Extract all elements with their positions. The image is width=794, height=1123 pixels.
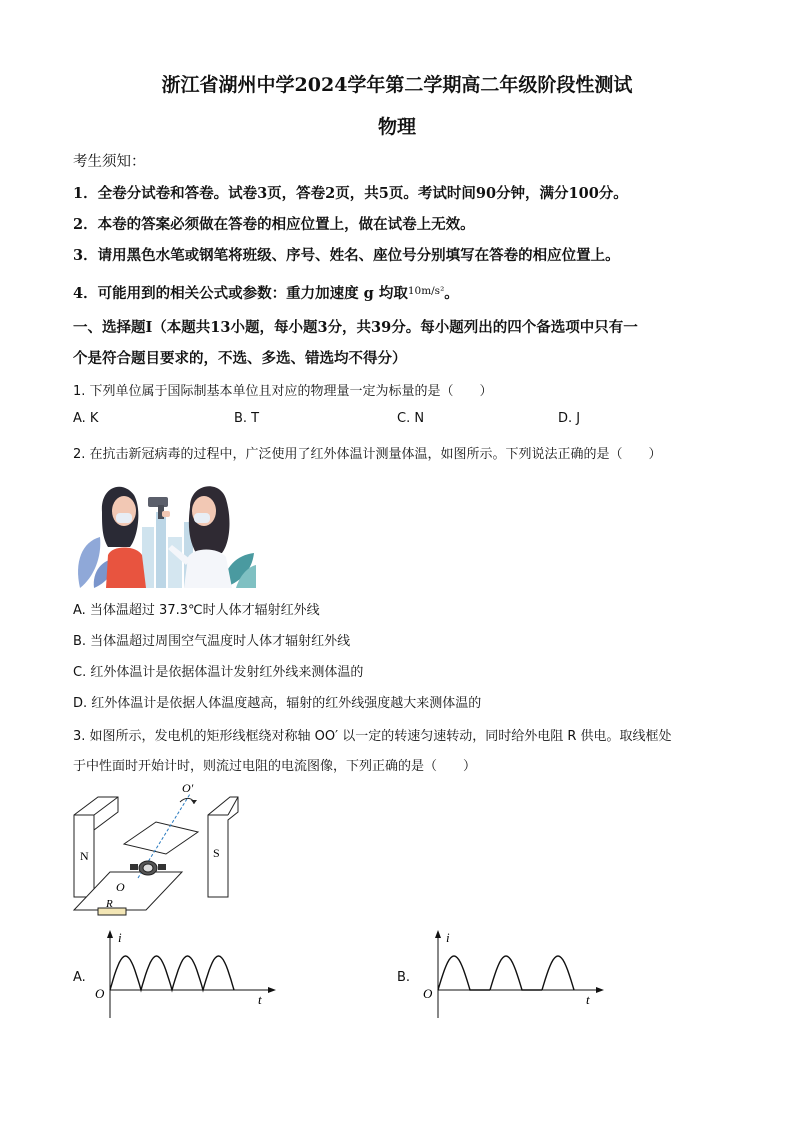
graph-b-t-label: t: [586, 992, 590, 1007]
subject-title: 物理: [377, 116, 416, 138]
graph-b-i-label: i: [446, 930, 450, 945]
graph-a-i-label: i: [118, 930, 122, 945]
q1-option-b: B. T: [234, 411, 260, 426]
section-line-1: 一、选择题Ⅰ（本题共13小题，每小题3分，共39分。每小题列出的四个备选项中只有一: [73, 319, 638, 336]
magnet-s-label: S: [213, 846, 220, 860]
q3-stem-line-2: 于中性面时开始计时，则流过电阻的电流图像，下列正确的是（ ）: [73, 759, 477, 774]
graph-b-curve: [438, 956, 574, 990]
thermometer-illustration: [72, 467, 256, 588]
graph-a: [90, 926, 280, 1018]
graph-a-o-label: O: [95, 986, 105, 1001]
q2-option-d: D. 红外体温计是依据人体温度越高，辐射的红外线强度越大来测体温的: [73, 696, 482, 711]
graph-b-o-label: O: [423, 986, 433, 1001]
graph-a-curve: [110, 956, 234, 990]
resistor-r-label: R: [106, 898, 113, 910]
q1-stem: 1. 下列单位属于国际制基本单位且对应的物理量一定为标量的是（ ）: [73, 384, 493, 399]
q2-option-a: A. 当体温超过 37.3℃时人体才辐射红外线: [73, 603, 320, 618]
notice-item-4: 4．可能用到的相关公式或参数：重力加速度 g 均取$^{10m/s^2}$。: [73, 285, 459, 302]
generator-diagram: [70, 782, 250, 922]
q2-option-b: B. 当体温超过周围空气温度时人体才辐射红外线: [73, 634, 351, 649]
q2-option-c: C. 红外体温计是依据体温计发射红外线来测体温的: [73, 665, 364, 680]
q3-option-a-label: A.: [73, 970, 86, 985]
notice-item-3: 3．请用黑色水笔或钢笔将班级、序号、姓名、座位号分别填写在答卷的相应位置上。: [73, 247, 620, 264]
axis-o-prime-label: O′: [182, 782, 194, 795]
q2-stem: 2. 在抗击新冠病毒的过程中，广泛使用了红外体温计测量体温，如图所示。下列说法正确的是（ ）: [73, 447, 662, 462]
q1-option-a: A. K: [73, 411, 99, 426]
notice-item-2: 2．本卷的答案必须做在答卷的相应位置上，做在试卷上无效。: [73, 216, 475, 233]
q3-option-b-label: B.: [397, 970, 411, 985]
exam-title: 浙江省湖州中学2024学年第二学期高二年级阶段性测试: [161, 74, 633, 96]
notice-heading: 考生须知：: [73, 154, 146, 170]
q1-option-c: C. N: [397, 411, 425, 426]
axis-o-label: O: [116, 880, 125, 894]
q3-stem-line-1: 3. 如图所示，发电机的矩形线框绕对称轴 OO′ 以一定的转速匀速转动，同时给外电阻 R 供电。取线框处: [73, 729, 672, 744]
graph-a-t-label: t: [258, 992, 262, 1007]
section-line-2: 个是符合题目要求的，不选、多选、错选均不得分）: [73, 350, 407, 367]
gravity-value: 10m/s²: [407, 285, 445, 297]
graph-b: [418, 926, 608, 1018]
notice-item-1: 1．全卷分试卷和答卷。试卷3页，答卷2页，共5页。考试时间90分钟，满分100分。: [73, 185, 628, 202]
q1-option-d: D. J: [558, 411, 581, 426]
magnet-n-label: N: [80, 849, 89, 863]
